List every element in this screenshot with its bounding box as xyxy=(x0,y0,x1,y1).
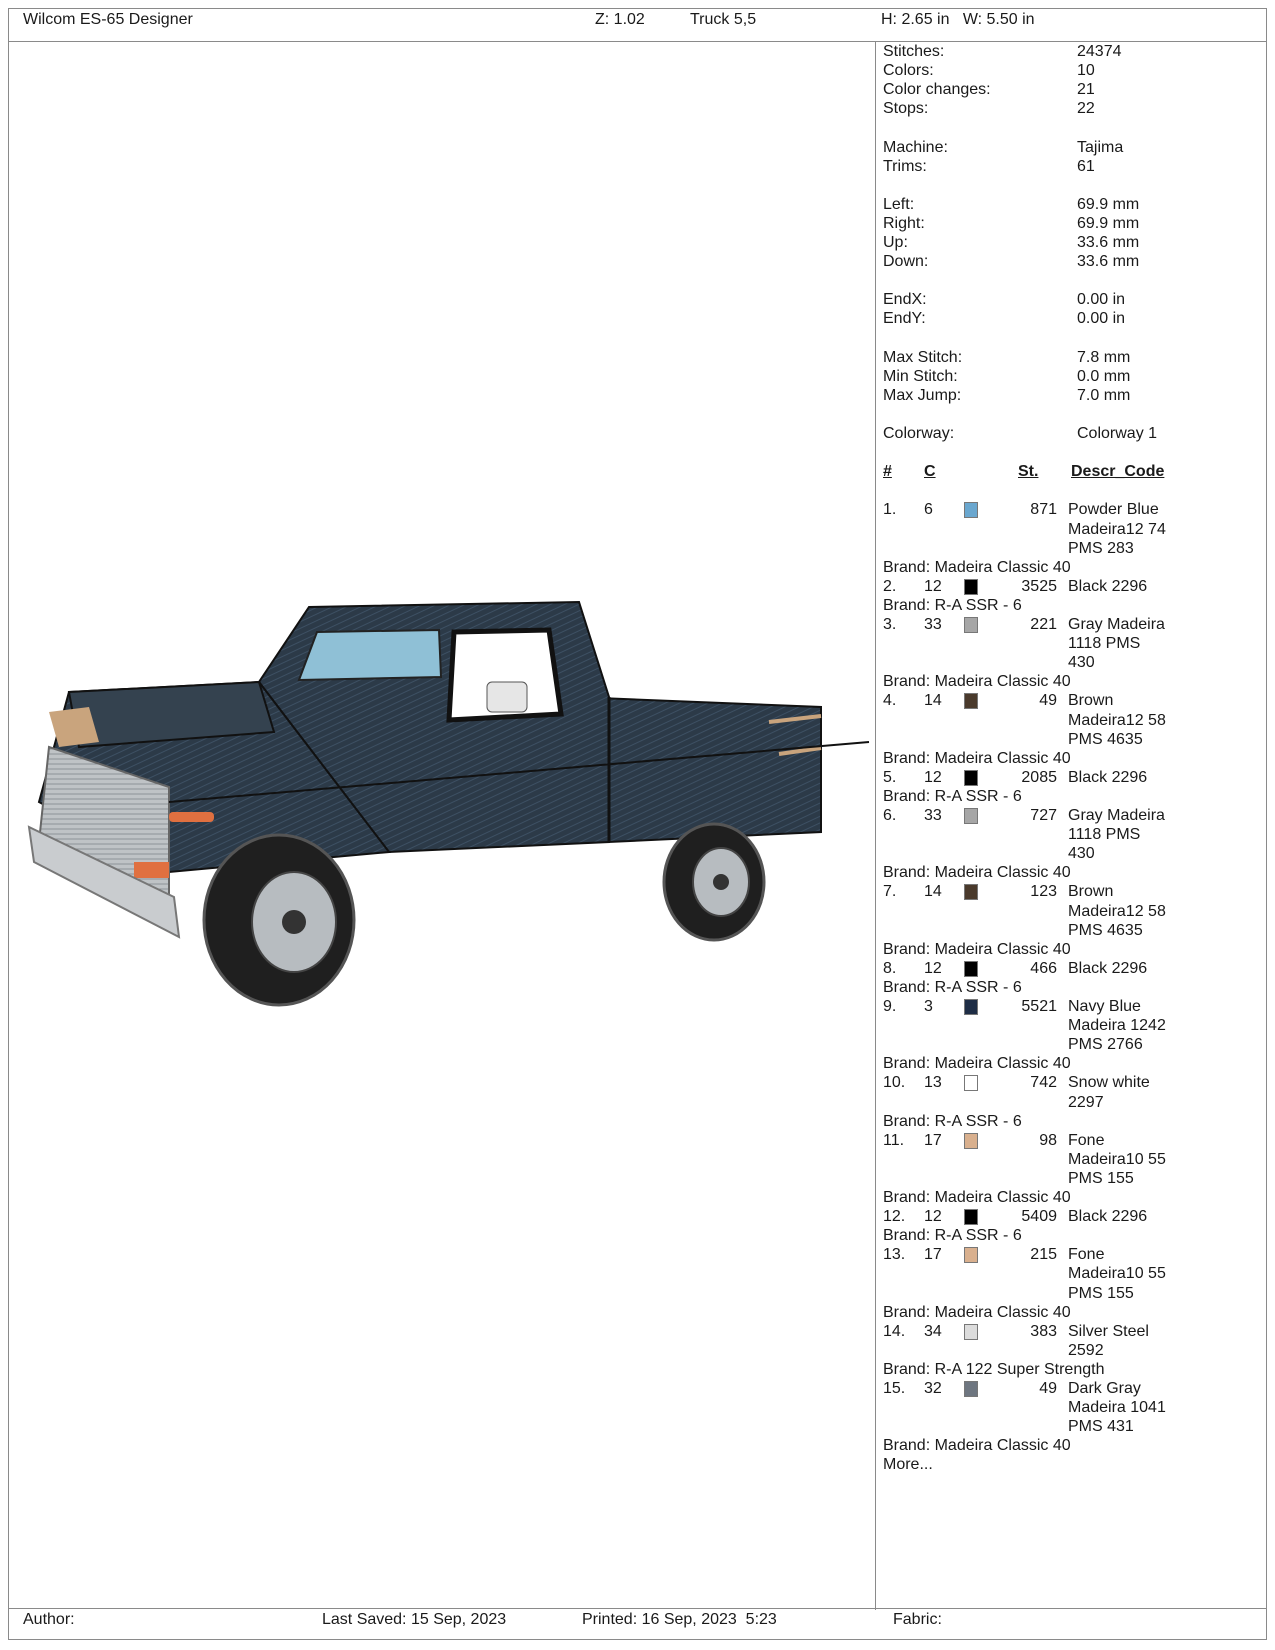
thread-description: Fone xyxy=(1068,1246,1105,1264)
printed-date: Printed: 16 Sep, 2023 5:23 xyxy=(582,1611,777,1628)
thread-description: Gray Madeira xyxy=(1068,616,1165,633)
stat-value: 22 xyxy=(1077,100,1095,118)
thread-description: PMS 155 xyxy=(1068,1169,1134,1187)
stat-value: 0.00 in xyxy=(1077,291,1126,309)
thread-stitches: 742 xyxy=(1030,1074,1057,1092)
thread-stitches: 49 xyxy=(1039,1380,1057,1397)
thread-color-swatch xyxy=(964,1247,978,1263)
stat-label: Colors: xyxy=(883,62,934,80)
thread-code: 33 xyxy=(924,807,942,824)
thread-code: 14 xyxy=(924,883,942,901)
thread-description: PMS 4635 xyxy=(1068,921,1143,939)
thread-color-swatch xyxy=(964,1324,978,1340)
thread-brand: Brand: Madeira Classic 40 xyxy=(883,940,1071,958)
thread-description: Black 2296 xyxy=(1068,1208,1148,1226)
stat-value: 0.0 mm xyxy=(1077,367,1131,385)
thread-stitches: 5409 xyxy=(1021,1208,1057,1226)
thread-number: 12. xyxy=(883,1208,906,1226)
thread-color-swatch xyxy=(964,1133,978,1149)
thread-description: Black 2296 xyxy=(1068,768,1148,786)
stat-value: 7.8 mm xyxy=(1077,348,1131,366)
thread-brand: Brand: Madeira Classic 40 xyxy=(883,1055,1071,1073)
thread-color-swatch xyxy=(964,770,978,786)
thread-code: 34 xyxy=(924,1322,942,1340)
thread-number: 5. xyxy=(883,768,897,786)
stat-value: Colorway 1 xyxy=(1077,425,1158,442)
col-number-header: # xyxy=(883,463,892,481)
thread-description: Dark Gray xyxy=(1068,1380,1141,1397)
stat-value: 69.9 mm xyxy=(1077,195,1140,213)
thread-color-swatch xyxy=(964,1209,978,1225)
thread-code: 14 xyxy=(924,692,942,710)
stat-label: Stitches: xyxy=(883,43,945,60)
thread-stitches: 5521 xyxy=(1021,998,1057,1015)
author-label: Author: xyxy=(23,1611,75,1628)
thread-color-swatch xyxy=(964,1075,978,1091)
thread-color-swatch xyxy=(964,808,978,824)
thread-stitches: 466 xyxy=(1030,959,1057,977)
thread-description: 430 xyxy=(1068,654,1095,672)
fabric-label: Fabric: xyxy=(893,1611,942,1628)
thread-description: Madeira12 58 xyxy=(1068,902,1166,920)
design-size: H: 2.65 in W: 5.50 in xyxy=(881,11,1035,28)
thread-number: 14. xyxy=(883,1322,906,1340)
thread-code: 6 xyxy=(924,501,933,519)
last-saved: Last Saved: 15 Sep, 2023 xyxy=(322,1611,507,1628)
thread-number: 13. xyxy=(883,1246,906,1264)
stat-value: 0.00 in xyxy=(1077,310,1126,328)
thread-description: PMS 431 xyxy=(1068,1418,1134,1436)
thread-stitches: 221 xyxy=(1030,616,1057,633)
stat-label: Max Stitch: xyxy=(883,348,963,366)
thread-description: Madeira12 74 xyxy=(1068,520,1166,538)
stat-label: Stops: xyxy=(883,100,929,118)
thread-description: Gray Madeira xyxy=(1068,807,1165,824)
stat-label: Left: xyxy=(883,195,915,213)
thread-stitches: 3525 xyxy=(1021,577,1057,595)
thread-brand: Brand: R-A 122 Super Strength xyxy=(883,1360,1105,1378)
stat-value: 33.6 mm xyxy=(1077,253,1140,271)
thread-description: Fone xyxy=(1068,1131,1105,1149)
thread-brand: Brand: R-A SSR - 6 xyxy=(883,1227,1022,1245)
thread-number: 15. xyxy=(883,1380,906,1397)
stat-label: Colorway: xyxy=(883,425,955,442)
thread-color-swatch xyxy=(964,579,978,595)
thread-stitches: 871 xyxy=(1030,501,1057,519)
thread-code: 12 xyxy=(924,577,942,595)
thread-stitches: 49 xyxy=(1039,692,1057,710)
thread-description: Navy Blue xyxy=(1068,998,1141,1015)
col-descr-header: Descr_Code xyxy=(1071,463,1165,481)
stat-label: Max Jump: xyxy=(883,386,962,404)
thread-brand: Brand: R-A SSR - 6 xyxy=(883,787,1022,805)
thread-number: 3. xyxy=(883,616,897,633)
rear-wheel xyxy=(664,824,764,940)
thread-description: Madeira10 55 xyxy=(1068,1265,1166,1283)
worksheet-frame xyxy=(8,8,1267,1640)
stat-value: 21 xyxy=(1077,81,1095,99)
thread-code: 33 xyxy=(924,616,942,633)
thread-description: 2297 xyxy=(1068,1093,1104,1111)
thread-number: 6. xyxy=(883,807,897,824)
thread-description: 2592 xyxy=(1068,1341,1104,1359)
thread-description: Silver Steel xyxy=(1068,1322,1149,1340)
stat-label: Trims: xyxy=(883,157,927,175)
stat-value: 10 xyxy=(1077,62,1095,80)
thread-description: Powder Blue xyxy=(1068,501,1159,519)
thread-color-swatch xyxy=(964,502,978,518)
panel-divider xyxy=(875,41,876,1610)
stat-value: 24374 xyxy=(1077,43,1122,60)
footer-bar xyxy=(9,1608,1266,1639)
thread-code: 3 xyxy=(924,998,933,1015)
truck-embroidery-image xyxy=(9,42,875,1610)
thread-description: Madeira 1041 xyxy=(1068,1399,1166,1417)
stat-label: Down: xyxy=(883,253,929,271)
thread-code: 17 xyxy=(924,1246,942,1264)
stat-label: Min Stitch: xyxy=(883,367,958,385)
thread-brand: Brand: Madeira Classic 40 xyxy=(883,864,1071,882)
col-color-header: C xyxy=(924,463,936,481)
thread-stitches: 727 xyxy=(1030,807,1057,824)
stat-value: 33.6 mm xyxy=(1077,234,1140,251)
stat-label: Color changes: xyxy=(883,81,991,99)
front-wheel xyxy=(204,835,354,1005)
stat-value: 7.0 mm xyxy=(1077,386,1131,404)
thread-description: PMS 155 xyxy=(1068,1284,1134,1302)
thread-brand: Brand: R-A SSR - 6 xyxy=(883,1112,1022,1130)
stat-label: Machine: xyxy=(883,138,948,156)
stat-label: Right: xyxy=(883,214,925,232)
thread-number: 2. xyxy=(883,577,897,595)
stat-label: EndY: xyxy=(883,310,926,328)
thread-description: Madeira 1242 xyxy=(1068,1017,1166,1035)
thread-description: Brown xyxy=(1068,883,1114,901)
stat-label: EndX: xyxy=(883,291,927,309)
col-stitches-header: St. xyxy=(1018,463,1039,481)
zoom-level: Z: 1.02 xyxy=(595,11,645,28)
thread-color-swatch xyxy=(964,617,978,633)
thread-number: 10. xyxy=(883,1074,906,1092)
thread-number: 11. xyxy=(883,1131,905,1149)
thread-brand: Brand: Madeira Classic 40 xyxy=(883,558,1071,576)
stat-value: 69.9 mm xyxy=(1077,214,1140,232)
app-title: Wilcom ES-65 Designer xyxy=(23,11,193,28)
thread-description: 1118 PMS xyxy=(1068,635,1141,653)
thread-code: 32 xyxy=(924,1380,942,1397)
thread-code: 12 xyxy=(924,1208,942,1226)
thread-brand: Brand: Madeira Classic 40 xyxy=(883,1189,1071,1206)
thread-brand: Brand: Madeira Classic 40 xyxy=(883,749,1071,767)
thread-description: Snow white xyxy=(1068,1074,1150,1092)
thread-description: PMS 283 xyxy=(1068,539,1134,557)
thread-brand: Brand: Madeira Classic 40 xyxy=(883,673,1071,691)
thread-code: 12 xyxy=(924,959,942,977)
thread-brand: Brand: Madeira Classic 40 xyxy=(883,1437,1071,1455)
design-name: Truck 5,5 xyxy=(690,11,757,28)
thread-stitches: 123 xyxy=(1030,883,1057,901)
stat-value: 61 xyxy=(1077,157,1095,175)
thread-color-swatch xyxy=(964,999,978,1015)
thread-number: 8. xyxy=(883,959,897,977)
thread-brand: Brand: Madeira Classic 40 xyxy=(883,1303,1071,1321)
thread-brand: Brand: R-A SSR - 6 xyxy=(883,978,1022,996)
more-link: More... xyxy=(883,1456,933,1474)
thread-description: PMS 4635 xyxy=(1068,730,1143,748)
thread-description: 1118 PMS xyxy=(1068,826,1141,844)
thread-description: Madeira10 55 xyxy=(1068,1150,1166,1168)
thread-color-swatch xyxy=(964,693,978,709)
thread-brand: Brand: R-A SSR - 6 xyxy=(883,596,1022,614)
thread-number: 9. xyxy=(883,998,897,1015)
thread-stitches: 2085 xyxy=(1021,768,1057,786)
thread-description: Black 2296 xyxy=(1068,959,1148,977)
stat-label: Up: xyxy=(883,234,908,251)
thread-number: 4. xyxy=(883,692,897,710)
thread-stitches: 383 xyxy=(1030,1322,1057,1340)
thread-number: 7. xyxy=(883,883,897,901)
thread-description: 430 xyxy=(1068,845,1095,863)
thread-number: 1. xyxy=(883,501,897,519)
thread-code: 17 xyxy=(924,1131,942,1149)
thread-stitches: 98 xyxy=(1039,1131,1057,1149)
thread-code: 12 xyxy=(924,768,942,786)
thread-stitches: 215 xyxy=(1030,1246,1057,1264)
thread-color-swatch xyxy=(964,1381,978,1397)
design-preview xyxy=(9,42,875,1610)
thread-code: 13 xyxy=(924,1074,942,1092)
thread-description: Brown xyxy=(1068,692,1114,710)
header-bar xyxy=(9,9,1266,42)
thread-description: PMS 2766 xyxy=(1068,1036,1143,1054)
thread-description: Madeira12 58 xyxy=(1068,711,1166,729)
stat-value: Tajima xyxy=(1077,138,1124,156)
thread-color-swatch xyxy=(964,884,978,900)
thread-description: Black 2296 xyxy=(1068,577,1148,595)
thread-color-swatch xyxy=(964,961,978,977)
